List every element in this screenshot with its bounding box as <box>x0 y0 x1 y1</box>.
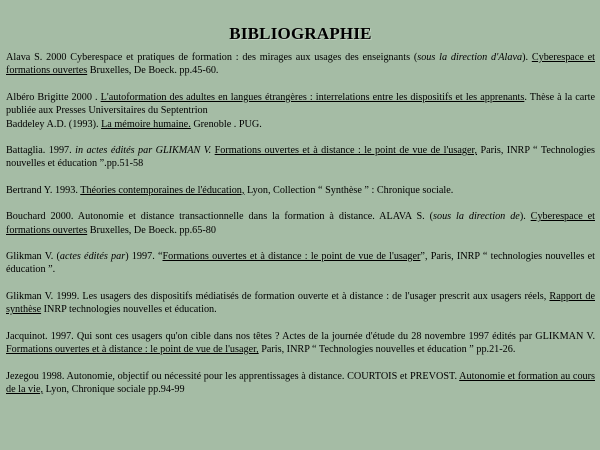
entry-text: Lyon, Collection “ Synthèse ” : Chronique sociale. <box>244 184 454 196</box>
entry-text: Jezegou 1998. Autonomie, objectif ou nécessité pour les apprentissages à distance. COURTOIS et PREVOST. <box>6 370 460 382</box>
editor-note: sous la direction de <box>433 211 520 223</box>
entry-text: ). <box>519 211 531 223</box>
book-title: Formations ouvertes et à distance : le point de vue de l'usager, <box>6 344 259 356</box>
page-title: BIBLIOGRAPHIE <box>229 24 372 43</box>
book-title: Cyberespace et formations ouvertes <box>6 52 595 77</box>
entry-text: Glikman V. 1999. Les usagers des dispositifs médiatisés de formation ouverte et à distance : de l'usager prescrit aux usagers réels, <box>6 290 550 302</box>
entry-text: Bruxelles, De Boeck. pp.65-80 <box>87 224 216 236</box>
entry-text: Jacquinot. 1997. Qui sont ces usagers qu'on cible dans nos têtes ? Actes de la journée d'étude du 28 novembre 1997 édités par GLIKMAN V. <box>6 330 595 342</box>
bibliography-entry-baddeley-1993 <box>6 118 595 131</box>
bibliography-entry-alava-2000 <box>6 51 595 78</box>
bibliography-entry-glikman-1999 <box>6 290 595 317</box>
book-title: Théories contemporaines de l'éducation, <box>80 184 245 196</box>
bibliography-entry-albero-2000 <box>6 91 595 118</box>
book-title: L'autoformation des adultes en langues étrangères : interrelations entre les dispositifs et les apprenants <box>100 91 525 103</box>
book-title: Autonomie et formation au cours de la vie, <box>6 370 595 395</box>
entry-text: Alava S. 2000 Cyberespace et pratiques de formation : des mirages aux usages des enseignants ( <box>6 52 418 63</box>
entry-text: Bouchard 2000. Autonomie et distance transactionnelle dans la formation à distance. ALAVA S. ( <box>6 211 434 223</box>
bibliography-entry-jezegou-1998 <box>6 370 595 397</box>
entry-text: Bertrand Y. 1993. <box>6 184 81 196</box>
entry-text: Baddeley A.D. (1993). <box>6 118 102 130</box>
bibliography-entry-glikman-1997 <box>6 250 595 277</box>
entry-text: . Thèse à la carte publiée aux Presses Universitaires du Septentrion <box>6 91 595 117</box>
entry-text: Battaglia. 1997. <box>6 145 76 157</box>
entry-text: Lyon, Chronique sociale pp.94-99 <box>43 383 185 395</box>
bibliography-entry-bertrand-1993 <box>6 184 595 197</box>
entry-text: Albéro Brigitte 2000 . <box>6 91 101 103</box>
entry-text: INRP technologies nouvelles et éducation. <box>41 304 217 316</box>
book-title: Formations ouvertes et à distance : le point de vue de l'usager <box>162 251 421 263</box>
entry-text: ) 1997. “ <box>125 251 163 263</box>
book-title: La mémoire humaine. <box>101 118 191 130</box>
entry-text: ”, Paris, INRP “ technologies nouvelles et éducation ”. <box>6 251 595 276</box>
bibliography-entry-jacquinot-1997 <box>6 330 595 357</box>
bibliography-entry-battaglia-1997 <box>6 144 595 171</box>
book-title: Cyberespace et formations ouvertes <box>6 211 595 236</box>
entry-text: Paris, INRP “ Technologies nouvelles et éducation ”.pp.51-58 <box>6 145 595 170</box>
editor-note: sous la direction d'Alava <box>417 52 523 63</box>
entry-text: Grenoble . PUG. <box>190 118 262 130</box>
entry-text: Paris, INRP “ Technologies nouvelles et éducation ” pp.21-26. <box>258 344 516 356</box>
editor-note: in actes édités par GLIKMAN V. <box>75 145 212 157</box>
entry-text: Glikman V. ( <box>6 251 60 263</box>
bibliography-entry-bouchard-2000 <box>6 210 595 237</box>
book-title: Rapport de synthèse <box>6 290 595 316</box>
book-title: Formations ouvertes et à distance : le point de vue de l'usager, <box>214 145 478 157</box>
editor-note: actes édités par <box>59 251 126 263</box>
entry-text: Bruxelles, De Boeck. pp.45-60. <box>87 65 219 77</box>
entry-text: ). <box>522 52 532 63</box>
bibliography-list <box>6 51 595 396</box>
